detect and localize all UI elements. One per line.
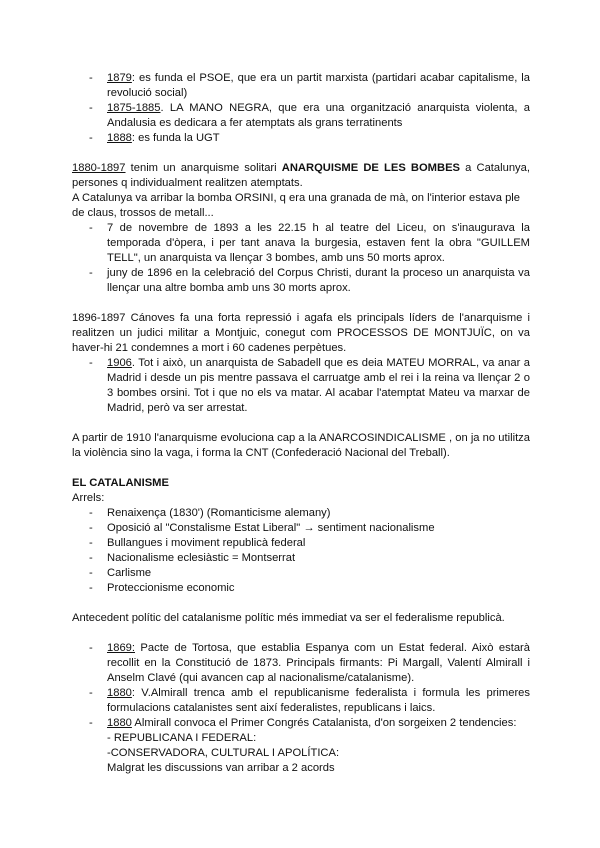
item-text: . LA MANO NEGRA, que era una organització anarquista violenta, a Andalusia es dedicara a fer atemptats als grans terratinents	[107, 102, 530, 129]
list-bombs	[72, 221, 530, 296]
list-federalism	[72, 641, 530, 776]
item-text: Almirall convoca el Primer Congrés Catalanista, d'on sorgeixen 2 tendencies:	[131, 717, 517, 729]
list-item: - Oposició al "Constalisme Estat Liberal" → sentiment nacionalisme	[72, 521, 530, 536]
tendency-line: - REPUBLICANA I FEDERAL:	[107, 732, 257, 744]
date: 1880	[107, 687, 132, 699]
list-item	[72, 356, 530, 416]
paragraph-1896: 1896-1897 Cánoves fa una forta repressió i agafa els principals líders de l'anarquisme i realitzen un judici militar a Montjuic, conegut com PROCESSOS DE MONTJUÏC, on va haver-hi 21 condemnes a mort i 60 cadenes perpètues.	[72, 312, 530, 354]
list-item	[72, 101, 530, 131]
date: 1869:	[107, 642, 135, 654]
date: 1879	[107, 72, 132, 84]
paragraph-1910: A partir de 1910 l'anarquisme evoluciona cap a la ANARCOSINDICALISME , on ja no utilitza la violència sino la vaga, i forma la CNT (Confederació Nacional del Treball).	[72, 432, 530, 459]
list-arrels	[72, 506, 530, 596]
list-item	[72, 716, 530, 776]
date: 1875-1885	[107, 102, 161, 114]
list-item	[72, 686, 530, 716]
paragraph-orsini: A Catalunya va arribar la bomba ORSINI, q era una granada de mà, on l'interior estava ple de claus, trossos de metall...	[72, 192, 521, 219]
date: 1880	[107, 717, 132, 729]
list-1906	[72, 356, 530, 416]
item-text: : es funda la UGT	[131, 132, 220, 144]
text: tenim un anarquisme solitari	[125, 162, 282, 174]
item-text: . Tot i això, un anarquista de Sabadell que es deia MATEU MORRAL, va anar a Madrid i desde un pis mentre passava el carruatge amb el rei i la reina va llençar 2 o 3 bombes orsini. Tot i que no els va matar. Al acabar l'atemptat Mateu va marxar de Madrid, però va ser arrestat.	[107, 357, 530, 414]
list-item: - Bullangues i moviment republicà federal	[72, 536, 530, 551]
list-item: - Renaixença (1830') (Romanticisme alemany)	[72, 506, 530, 521]
list-item: - juny de 1896 en la celebració del Corpus Christi, durant la proceso un anarquista va llençar una altre bomba amb uns 30 morts aprox.	[72, 266, 530, 296]
text: a Catalunya, persones q individualment realitzen atemptats.	[72, 162, 530, 189]
paragraph-antecedent: Antecedent polític del catalanisme polític més immediat va ser el federalisme republicà.	[72, 612, 505, 624]
item-text: : es funda el PSOE, que era un partit marxista (partidari acabar capitalisme, la revolució social)	[107, 72, 530, 99]
date: 1888	[107, 132, 132, 144]
date: 1880-1897	[72, 162, 126, 174]
bold-term: ANARQUISME DE LES BOMBES	[281, 162, 461, 174]
list-top	[72, 71, 530, 146]
section-title: EL CATALANISME	[72, 477, 169, 489]
item-text: : V.Almirall trenca amb el republicanisme federalista i formula les primeres formulacions catalanistes sent així federalistes, republicans i laics.	[107, 687, 530, 714]
list-item: - Carlisme	[72, 566, 530, 581]
list-item: - Proteccionisme economic	[72, 581, 530, 596]
paragraph-1880	[72, 161, 530, 191]
document-body	[72, 71, 530, 776]
list-item	[72, 71, 530, 101]
tendency-line: Malgrat les discussions van arribar a 2 acords	[107, 762, 335, 774]
date: 1906	[107, 357, 132, 369]
tendency-line: -CONSERVADORA, CULTURAL I APOLÍTICA:	[107, 747, 340, 759]
item-text: Pacte de Tortosa, que establia Espanya com un Estat federal. Això estarà recollit en la Constitució de 1873. Principals firmants: Pi Margall, Valentí Almirall i Anselm Clavé (qui avancen cap al nacionalisme/catalanisme).	[107, 642, 530, 684]
arrels-label: Arrels:	[72, 492, 105, 504]
list-item	[72, 641, 530, 686]
list-item: - Nacionalisme eclesiàstic = Montserrat	[72, 551, 530, 566]
list-item	[72, 131, 530, 146]
list-item: - 7 de novembre de 1893 a les 22.15 h al teatre del Liceu, on s'inaugurava la temporada d'òpera, i per tant anava la burgesia, estaven fent la obra "GUILLEM TELL", un anarquista va llençar 3 bombes, amb uns 50 morts aprox.	[72, 221, 530, 266]
